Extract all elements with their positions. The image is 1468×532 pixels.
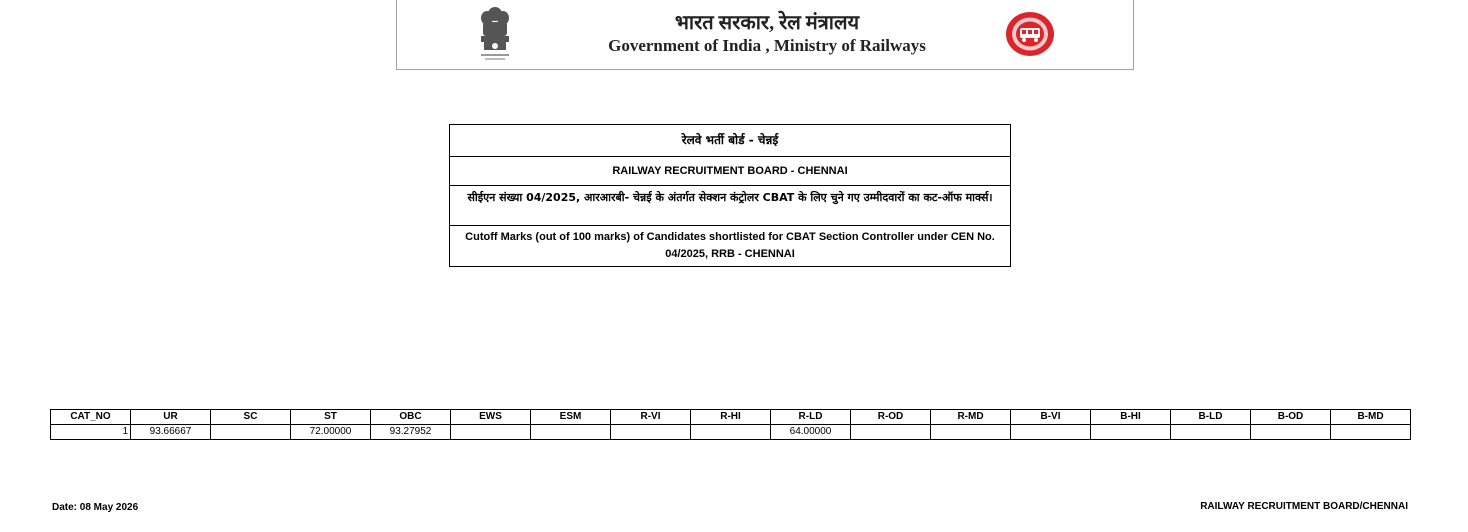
table-cell: 72.00000 <box>291 425 371 440</box>
table-cell <box>1251 425 1331 440</box>
column-header: UR <box>131 410 211 425</box>
banner-titles <box>557 10 977 56</box>
indian-railways-logo-icon <box>1004 10 1056 58</box>
table-cell <box>531 425 611 440</box>
hindi-board-name: रेलवे भर्ती बोर्ड - चेन्नई <box>450 125 1010 157</box>
column-header: OBC <box>371 410 451 425</box>
table-header-row <box>51 410 1411 425</box>
banner-english-title: Government of India , Ministry of Railways <box>608 36 926 55</box>
table-cell <box>611 425 691 440</box>
table-cell <box>1011 425 1091 440</box>
column-header: B-HI <box>1091 410 1171 425</box>
table-cell: 1 <box>51 425 131 440</box>
table-cell <box>691 425 771 440</box>
table-cell <box>211 425 291 440</box>
table-cell <box>1331 425 1411 440</box>
ashoka-emblem-icon <box>475 4 515 62</box>
table-cell <box>1171 425 1251 440</box>
cutoff-marks-table <box>50 409 1411 440</box>
table-row <box>51 425 1411 440</box>
column-header: EWS <box>451 410 531 425</box>
table-cell <box>851 425 931 440</box>
column-header: CAT_NO <box>51 410 131 425</box>
column-header: ST <box>291 410 371 425</box>
column-header: R-VI <box>611 410 691 425</box>
footer-date: Date: 08 May 2026 <box>52 502 139 513</box>
column-header: R-LD <box>771 410 851 425</box>
table-cell <box>1091 425 1171 440</box>
column-header: R-HI <box>691 410 771 425</box>
column-header: SC <box>211 410 291 425</box>
table-cell: 93.66667 <box>131 425 211 440</box>
table-cell <box>451 425 531 440</box>
table-cell <box>931 425 1011 440</box>
footer-organization: RAILWAY RECRUITMENT BOARD/CHENNAI <box>1200 501 1408 512</box>
column-header: B-VI <box>1011 410 1091 425</box>
english-subject: Cutoff Marks (out of 100 marks) of Candidates shortlisted for CBAT Section Controller under CEN No. 04/2025, RRB - CHENNAI <box>465 231 995 260</box>
column-header: R-OD <box>851 410 931 425</box>
header-banner <box>396 0 1134 70</box>
column-header: B-LD <box>1171 410 1251 425</box>
column-header: ESM <box>531 410 611 425</box>
table-cell: 64.00000 <box>771 425 851 440</box>
column-header: B-MD <box>1331 410 1411 425</box>
english-board-name: RAILWAY RECRUITMENT BOARD - CHENNAI <box>450 157 1010 186</box>
column-header: B-OD <box>1251 410 1331 425</box>
notice-title-box <box>449 124 1011 267</box>
column-header: R-MD <box>931 410 1011 425</box>
table-cell: 93.27952 <box>371 425 451 440</box>
hindi-subject: सीईएन संख्या 04/2025, आरआरबी- चेन्नई के अंतर्गत सेक्शन कंट्रोलर CBAT के लिए चुने गए उम्मीदवारों का कट-ऑफ मार्क्स। <box>450 186 1010 226</box>
banner-hindi-title: भारत सरकार, रेल मंत्रालय <box>674 12 860 34</box>
